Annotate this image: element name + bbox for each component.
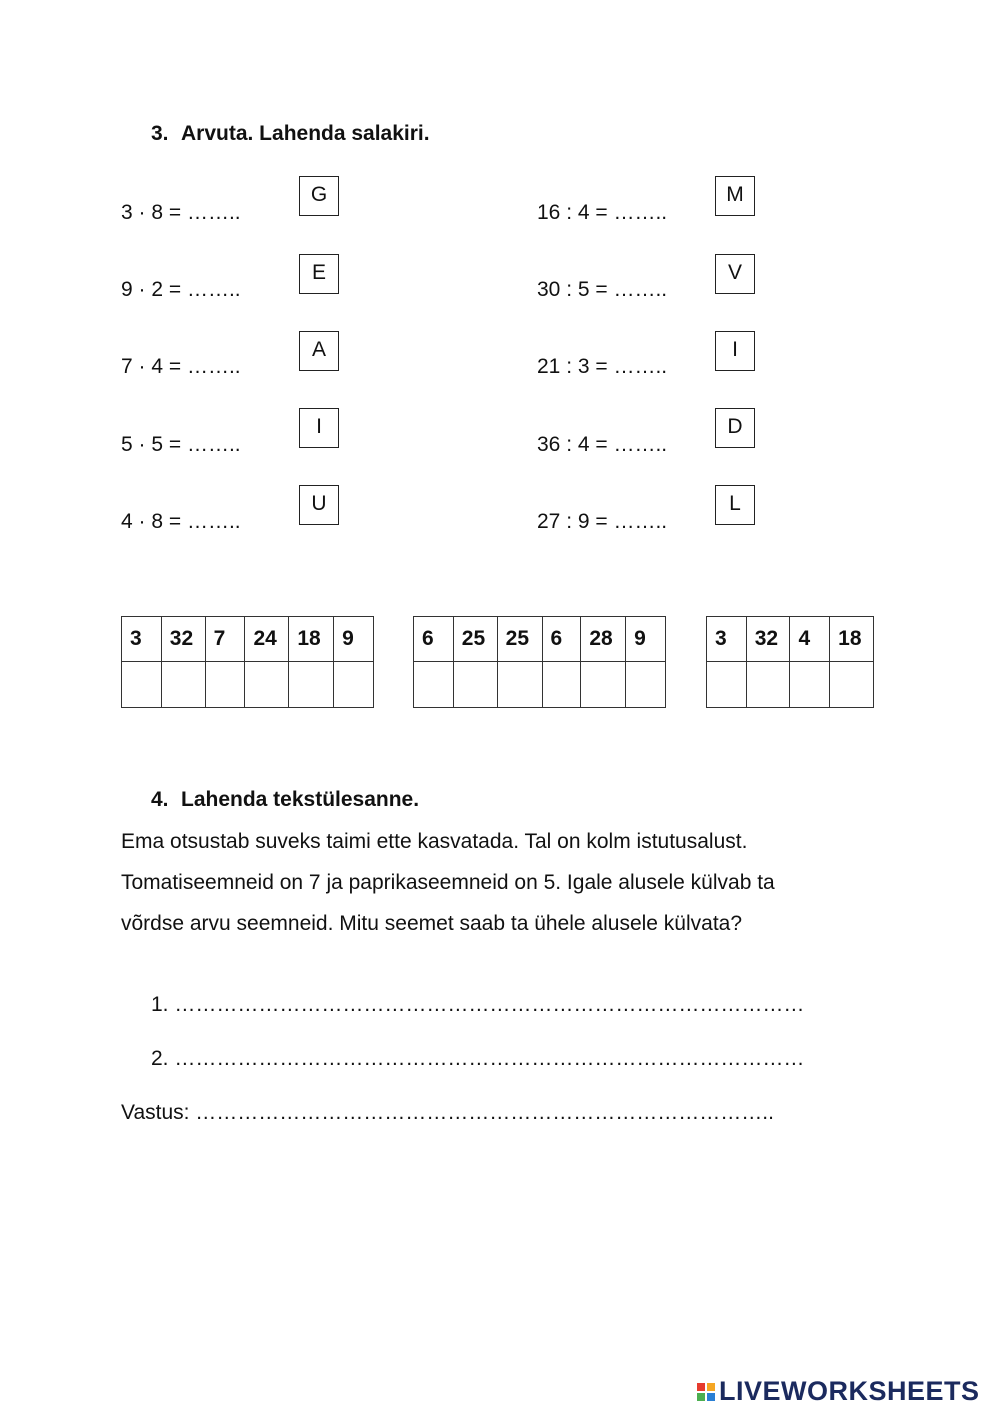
code-number-cell: 18 — [830, 617, 874, 662]
task4-paragraph — [121, 821, 775, 944]
answer-letter-cell[interactable] — [746, 662, 790, 708]
equation-left-3: 7 · 4 = …….. — [121, 355, 241, 378]
task3-number: 3. — [151, 122, 169, 145]
letter-box-right-3: I — [715, 331, 755, 371]
code-table-2-answer-row — [414, 662, 666, 708]
code-table-3 — [706, 616, 874, 708]
code-table-3-numbers-row — [707, 617, 874, 662]
answer-letter-cell[interactable] — [830, 662, 874, 708]
code-number-cell: 6 — [414, 617, 454, 662]
code-table-2-numbers-row — [414, 617, 666, 662]
paragraph-line-1: Ema otsustab suveks taimi ette kasvatada. Tal on kolm istutusalust. — [121, 830, 748, 853]
answer-letter-cell[interactable] — [790, 662, 830, 708]
code-number-cell: 6 — [542, 617, 581, 662]
code-number-cell: 25 — [497, 617, 542, 662]
task3-title: Arvuta. Lahenda salakiri. — [181, 122, 430, 145]
equation-left-2: 9 · 2 = …….. — [121, 278, 241, 301]
equation-left-4: 5 · 5 = …….. — [121, 433, 241, 456]
code-table-2 — [413, 616, 666, 708]
answer-letter-cell[interactable] — [205, 662, 245, 708]
answer-letter-cell[interactable] — [122, 662, 162, 708]
answer-letter-cell[interactable] — [334, 662, 374, 708]
code-number-cell: 18 — [289, 617, 334, 662]
paragraph-line-3: võrdse arvu seemneid. Mitu seemet saab ta ühele alusele külvata? — [121, 912, 743, 935]
code-table-3-answer-row — [707, 662, 874, 708]
answer-letter-cell[interactable] — [453, 662, 497, 708]
letter-box-right-2: V — [715, 254, 755, 294]
liveworksheets-logo — [697, 1376, 980, 1407]
task4-number: 4. — [151, 788, 169, 811]
code-number-cell: 9 — [334, 617, 374, 662]
letter-box-right-1: M — [715, 176, 755, 216]
letter-box-left-5: U — [299, 485, 339, 525]
equation-right-4: 36 : 4 = …….. — [537, 433, 668, 456]
answer-letter-cell[interactable] — [161, 662, 205, 708]
answer-letter-cell[interactable] — [289, 662, 334, 708]
answer-letter-cell[interactable] — [626, 662, 666, 708]
answer-letter-cell[interactable] — [497, 662, 542, 708]
code-number-cell: 7 — [205, 617, 245, 662]
code-number-cell: 28 — [581, 617, 626, 662]
letter-box-right-5: L — [715, 485, 755, 525]
equation-left-5: 4 · 8 = …….. — [121, 510, 241, 533]
code-table-1-numbers-row — [122, 617, 374, 662]
letter-box-right-4: D — [715, 408, 755, 448]
logo-mark-icon — [697, 1383, 715, 1401]
code-table-1 — [121, 616, 374, 708]
equation-left-1: 3 · 8 = …….. — [121, 201, 241, 224]
code-number-cell: 3 — [122, 617, 162, 662]
letter-box-left-1: G — [299, 176, 339, 216]
solution-line-2[interactable]: 2. ……………………………………………………………………………… — [151, 1047, 805, 1070]
answer-letter-cell[interactable] — [707, 662, 747, 708]
answer-letter-cell[interactable] — [245, 662, 289, 708]
solution-line-1[interactable]: 1. ……………………………………………………………………………… — [151, 993, 805, 1016]
task4-title: Lahenda tekstülesanne. — [181, 788, 420, 811]
answer-letter-cell[interactable] — [414, 662, 454, 708]
answer-line[interactable]: Vastus: ……………………………………………………………………….. — [121, 1101, 774, 1124]
code-number-cell: 9 — [626, 617, 666, 662]
task3-heading — [151, 122, 430, 146]
code-number-cell: 24 — [245, 617, 289, 662]
task4-heading — [151, 788, 419, 812]
code-number-cell: 25 — [453, 617, 497, 662]
letter-box-left-2: E — [299, 254, 339, 294]
code-number-cell: 3 — [707, 617, 747, 662]
paragraph-line-2: Tomatiseemneid on 7 ja paprikaseemneid on 5. Igale alusele külvab ta — [121, 871, 775, 894]
code-number-cell: 32 — [161, 617, 205, 662]
code-number-cell: 32 — [746, 617, 790, 662]
equation-right-2: 30 : 5 = …….. — [537, 278, 668, 301]
answer-letter-cell[interactable] — [542, 662, 581, 708]
equation-right-3: 21 : 3 = …….. — [537, 355, 668, 378]
logo-text: LIVEWORKSHEETS — [719, 1376, 980, 1406]
equation-right-1: 16 : 4 = …….. — [537, 201, 668, 224]
equation-right-5: 27 : 9 = …….. — [537, 510, 668, 533]
letter-box-left-4: I — [299, 408, 339, 448]
code-number-cell: 4 — [790, 617, 830, 662]
answer-letter-cell[interactable] — [581, 662, 626, 708]
code-table-1-answer-row — [122, 662, 374, 708]
letter-box-left-3: A — [299, 331, 339, 371]
